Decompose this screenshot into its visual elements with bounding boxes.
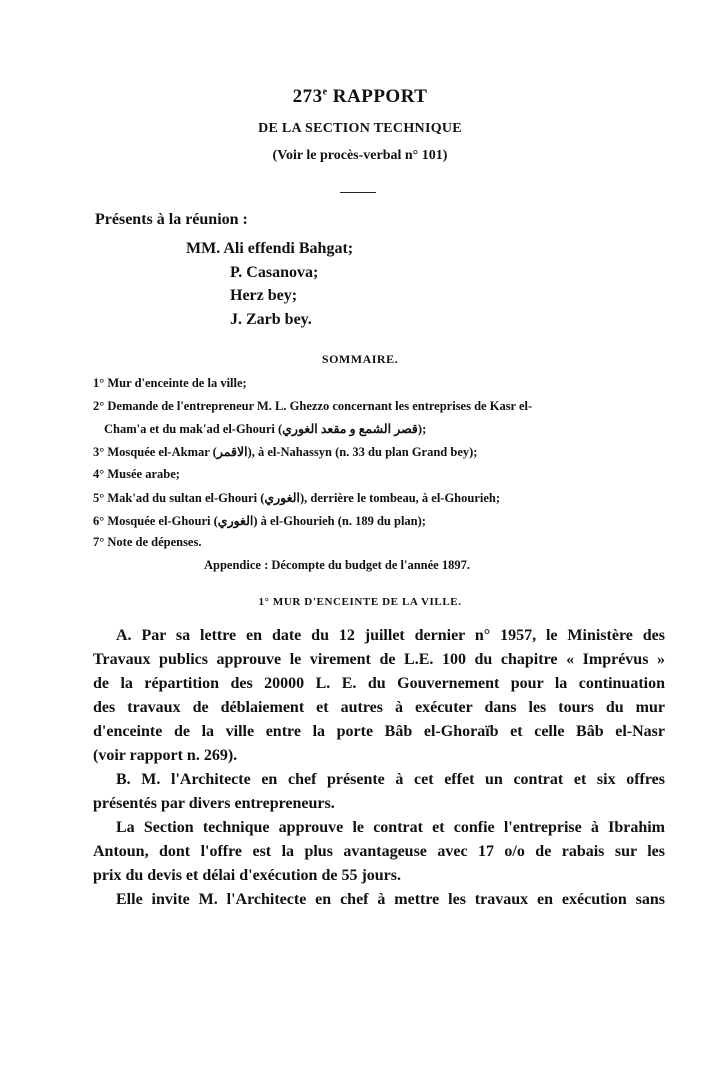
summary-item: Cham'a et du mak'ad el-Ghouri (قصر الشمع و مقعد الغوري); <box>104 422 427 436</box>
body-line: (voir rapport n. 269). <box>93 747 238 764</box>
body-line: d'enceinte de la ville entre la porte Bâb el-Ghoraïb et celle Bâb el-Nasr <box>93 723 665 740</box>
summary-appendix: Appendice : Décompte du budget de l'année 1897. <box>204 558 470 572</box>
body-line: A. Par sa lettre en date du 12 juillet dernier n° 1957, le Ministère des <box>116 627 665 644</box>
body-line: prix du devis et délai d'exécution de 55 jours. <box>93 867 402 884</box>
summary-item: 1° Mur d'enceinte de la ville; <box>93 376 247 390</box>
report-title <box>0 86 720 108</box>
summary-item: 3° Mosquée el-Akmar (الاقمر), à el-Nahassyn (n. 33 du plan Grand bey); <box>93 445 478 459</box>
body-line: présentés par divers entrepreneurs. <box>93 795 335 812</box>
report-number: 273 <box>292 86 323 107</box>
member: MM. Ali effendi Bahgat; <box>186 240 354 257</box>
report-subtitle: DE LA SECTION TECHNIQUE <box>258 121 462 136</box>
body-line: La Section technique approuve le contrat et confie l'entreprise à Ibrahim <box>116 819 665 836</box>
member: Herz bey; <box>230 287 298 304</box>
report-number-suffix: e <box>322 86 328 98</box>
body-line: Elle invite M. l'Architecte en chef à mettre les travaux en exécution sans <box>116 891 665 908</box>
body-line: B. M. l'Architecte en chef présente à cet effet un contrat et six offres <box>116 771 665 788</box>
summary-heading: SOMMAIRE. <box>321 352 399 366</box>
body-line: de la répartition des 20000 L. E. du Gouvernement pour la continuation <box>93 675 665 692</box>
summary-item: 6° Mosquée el-Ghouri (الغوري) à el-Ghourieh (n. 189 du plan); <box>93 514 426 528</box>
divider <box>340 192 376 193</box>
report-title-text: RAPPORT <box>332 86 428 107</box>
summary-item: 4° Musée arabe; <box>93 467 180 481</box>
body-line: Travaux publics approuve le virement de L.E. 100 du chapitre « Imprévus » <box>93 651 665 668</box>
body-line: Antoun, dont l'offre est la plus avantageuse avec 17 o/o de rabais sur les <box>93 843 665 860</box>
summary-item: 5° Mak'ad du sultan el-Ghouri (الغوري), derrière le tombeau, à el-Ghourieh; <box>93 491 501 505</box>
section-heading: 1° MUR D'ENCEINTE DE LA VILLE. <box>258 596 462 608</box>
summary-item: 7° Note de dépenses. <box>93 535 202 549</box>
summary-item: 2° Demande de l'entrepreneur M. L. Ghezzo concernant les entreprises de Kasr el- <box>93 399 533 413</box>
body-line: des travaux de déblaiement et autres à exécuter dans les tours du mur <box>93 699 665 716</box>
attendance-label: Présents à la réunion : <box>95 211 248 228</box>
member: J. Zarb bey. <box>230 311 312 328</box>
member: P. Casanova; <box>230 264 319 281</box>
report-reference: (Voir le procès-verbal n° 101) <box>272 148 448 163</box>
